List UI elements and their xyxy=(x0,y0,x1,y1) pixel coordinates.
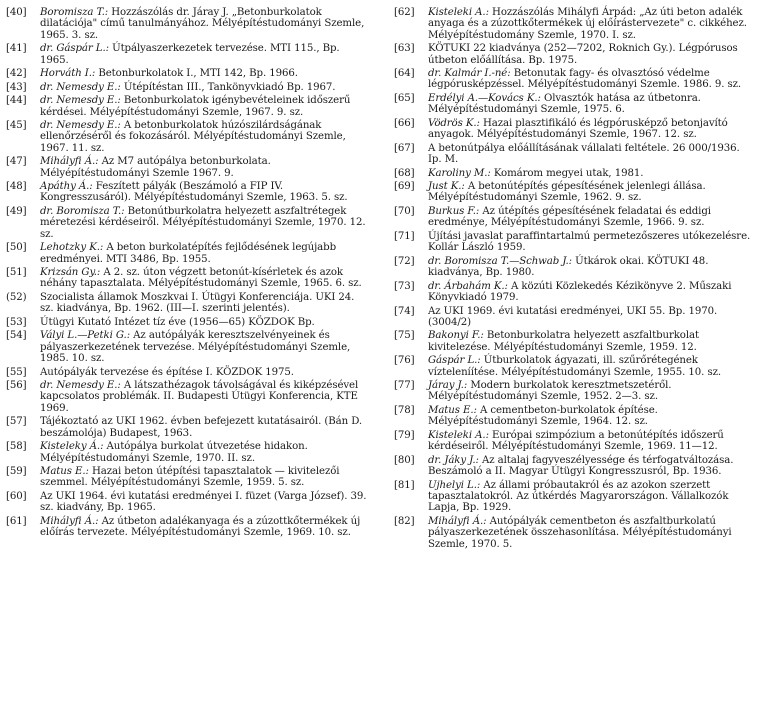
reference-entry xyxy=(6,95,368,118)
reference-number: [55] xyxy=(6,366,27,378)
reference-text: A látszathézagok távolságával és kiképzésével kapcsolatos problémák. II. Budapesti Útügyi Konferencia, KTE 1969. xyxy=(40,380,359,414)
reference-number: [59] xyxy=(6,466,27,478)
reference-text: Az UKI 1964. évi kutatási eredményei I. füzet (Varga József). 39. sz. kiadvány, Bp. 1965. xyxy=(40,490,367,514)
reference-entry xyxy=(394,516,756,550)
reference-text: Az altalaj fagyveszélyessége és térfogatváltozása. Beszámoló a II. Magyar Útügyi Kongresszusról, Bp. 1936. xyxy=(428,454,734,478)
reference-author: dr. Gáspár L.: xyxy=(40,43,109,55)
reference-author: Mihályfi Á.: xyxy=(40,515,99,527)
reference-author: dr. Nemesdy E.: xyxy=(40,81,121,93)
reference-entry xyxy=(394,480,756,514)
reference-entry xyxy=(6,7,368,41)
reference-entry xyxy=(394,181,756,204)
reference-number: [77] xyxy=(394,380,415,392)
reference-number: [69] xyxy=(394,181,415,193)
reference-author: Kisteleki A.: xyxy=(428,7,489,18)
reference-author: Kisteleky Á.: xyxy=(40,441,104,453)
reference-author: Burkus F.: xyxy=(428,206,480,217)
reference-number: [74] xyxy=(394,305,415,317)
reference-text: Olvasztók hatása az útbetonra. Mélyépítéstudományi Szemle, 1975. 6. xyxy=(428,92,701,116)
reference-text: Betonburkolatok I., MTI 142, Bp. 1966. xyxy=(98,68,298,80)
reference-entry xyxy=(6,43,368,66)
reference-number: [67] xyxy=(394,142,415,154)
reference-author: Erdélyi A.—Kovács K.: xyxy=(428,92,541,104)
reference-text: Az autópályák keresztszelvényeinek és pályaszerkezetének tervezése. Mélyépítéstudományi Szemle, 1985. 10. sz. xyxy=(40,330,351,365)
reference-author: Karoliny M.: xyxy=(428,167,491,179)
reference-number: [81] xyxy=(394,479,415,491)
reference-entry xyxy=(394,281,756,304)
reference-number: [57] xyxy=(6,416,27,428)
reference-entry xyxy=(6,206,368,240)
reference-author: Just K.: xyxy=(428,181,465,193)
reference-number: [51] xyxy=(6,267,27,279)
reference-text: Modern burkolatok keresztmetszetéről. Mélyépítéstudományi Szemle, 1952. 2—3. sz. xyxy=(428,380,672,403)
reference-text: Útburkolatok ágyazati, ill. szűrőrétegének vízteleníítése. Mélyépítéstudományi Szemle, 1955. 10. sz. xyxy=(428,355,721,378)
reference-author: dr. Kalmár I.-né: xyxy=(428,68,511,80)
reference-entry xyxy=(394,405,756,428)
reference-entry xyxy=(394,306,756,329)
reference-text: Hozzászólás Mihályfi Árpád: „Az úti beton adalék anyaga és a zúzottkőtermékek új előírástervezete" c. cikkéhez. Mélyépítéstudomány Szemle, 1970. I. sz. xyxy=(428,7,747,41)
reference-text: Autópályák cementbeton és aszfaltburkolatú pályaszerkezetének összehasonlítása. Mélyépítéstudományi Szemle, 1970. 5. xyxy=(428,515,732,550)
reference-entry xyxy=(6,181,368,204)
reference-number: (52) xyxy=(6,291,27,303)
reference-entry xyxy=(6,120,368,154)
reference-author: Járay J.: xyxy=(428,380,468,392)
reference-author: Matus E.: xyxy=(428,405,477,416)
reference-number: [40] xyxy=(6,7,27,18)
reference-entry xyxy=(6,242,368,265)
reference-entry xyxy=(6,516,368,539)
reference-entry xyxy=(6,82,368,93)
reference-number: [68] xyxy=(394,167,415,179)
reference-entry xyxy=(394,256,756,279)
reference-author: Vályi L.—Petki G.: xyxy=(40,330,131,342)
reference-number: [56] xyxy=(6,380,27,392)
reference-entry xyxy=(6,317,368,328)
reference-entry xyxy=(6,292,368,315)
reference-entry xyxy=(394,455,756,478)
reference-entry xyxy=(6,367,368,378)
reference-author: Matus E.: xyxy=(40,466,89,478)
reference-number: [60] xyxy=(6,490,27,502)
reference-author: dr. Boromisza T.—Schwab J.: xyxy=(428,255,572,267)
reference-number: [43] xyxy=(6,81,27,93)
reference-author: dr. Árbahám K.: xyxy=(428,280,508,292)
reference-number: [64] xyxy=(394,68,415,80)
reference-author: Mihályfi Á.: xyxy=(40,156,99,168)
reference-text: Hazai beton útépítési tapasztalatok — kivitelezői szemmel. Mélyépítéstudományi Szemle, 1959. 5. sz. xyxy=(40,466,340,489)
reference-entry xyxy=(394,355,756,378)
reference-author: dr. Jáky J.: xyxy=(428,454,479,466)
reference-number: [61] xyxy=(6,515,27,527)
reference-number: [45] xyxy=(6,120,27,132)
reference-author: Lehotzky K.: xyxy=(40,242,104,254)
reference-text: Hozzászólás dr. Járay J. „Betonburkolatok dilatációja" című tanulmányához. Mélyépítéstudományi Szemle, 1965. 3. sz. xyxy=(40,7,365,41)
reference-author: Boromisza T.: xyxy=(40,7,109,18)
reference-number: [75] xyxy=(394,330,415,342)
reference-number: [49] xyxy=(6,206,27,217)
reference-number: [65] xyxy=(394,92,415,104)
reference-entry xyxy=(394,206,756,229)
reference-entry xyxy=(6,156,368,179)
reference-text: A betonútpálya előállításának vállalati feltétele. 26 000/1936. Ip. M. xyxy=(428,142,740,166)
reference-text: A 2. sz. úton végzett betonút-kísérletek és azok néhány tapasztalata. Mélyépítéstudományi Szemle, 1965. 6. sz. xyxy=(40,267,362,290)
reference-text: Az UKI 1969. évi kutatási eredményei, UKI 55. Bp. 1970. (3004/2) xyxy=(428,305,718,328)
reference-entry xyxy=(394,93,756,116)
reference-author: dr. Nemesdy E.: xyxy=(40,120,121,132)
reference-entry xyxy=(394,430,756,453)
reference-number: [41] xyxy=(6,43,27,55)
reference-text: A közúti Közlekedés Kézikönyve 2. Műszaki Könyvkiadó 1979. xyxy=(428,280,732,303)
reference-author: Ujhelyi L.: xyxy=(428,479,481,491)
reference-text: Útkárok okai. KÖTUKI 48. kiadványa, Bp. 1980. xyxy=(428,255,709,279)
reference-number: [42] xyxy=(6,68,27,80)
reference-entry xyxy=(6,416,368,439)
reference-author: Krizsán Gy.: xyxy=(40,267,101,279)
reference-author: Vödrös K.: xyxy=(428,117,480,129)
reference-author: Gáspár L.: xyxy=(428,355,481,367)
reference-number: [80] xyxy=(394,454,415,466)
reference-entry xyxy=(6,330,368,364)
reference-entry xyxy=(394,118,756,141)
reference-text: Hazai plasztifikáló és légpórusképző betonjavító anyagok. Mélyépítéstudományi Szemle, 1967. 12. sz. xyxy=(428,117,728,141)
reference-number: [76] xyxy=(394,355,415,367)
reference-number: [63] xyxy=(394,43,415,55)
reference-author: dr. Nemesdy E.: xyxy=(40,95,121,107)
reference-number: [72] xyxy=(394,255,415,267)
reference-author: Horváth I.: xyxy=(40,68,96,80)
reference-text: Újítási javaslat paraffintartalmú permetezőszeres utókezelésre. Kollár László 1959. xyxy=(428,230,751,254)
reference-text: Betonburkolatra helyezett aszfaltburkolat kivitelezése. Mélyépítéstudományi Szemle, 1959. 12. xyxy=(428,330,699,353)
reference-text: Betonútburkolatra helyezett aszfaltrétegek méretezési kérdéseiről. Mélyépítéstudományi Szemle, 1970. 12. sz. xyxy=(40,206,366,240)
reference-text: Komárom megyei utak, 1981. xyxy=(493,167,644,179)
reference-entry xyxy=(6,441,368,464)
reference-text: A betonburkolatok húzószilárdságának ellenőrzéséről és fokozásáról. Mélyépítéstudományi Szemle, 1967. 11. sz. xyxy=(40,120,346,154)
reference-number: [50] xyxy=(6,242,27,254)
reference-number: [48] xyxy=(6,181,27,193)
reference-entry xyxy=(6,491,368,514)
reference-text: Betonutak fagy- és olvasztósó védelme légpórusképzéssel. Mélyépítéstudományi Szemle. 1986. 9. sz. xyxy=(428,68,742,91)
reference-number: [62] xyxy=(394,7,415,18)
reference-author: dr. Nemesdy E.: xyxy=(40,380,121,392)
reference-number: [58] xyxy=(6,441,27,453)
reference-text: Útépítéstan III., Tankönyvkiadó Bp. 1967. xyxy=(123,81,336,93)
reference-number: [47] xyxy=(6,156,27,168)
reference-number: [44] xyxy=(6,95,27,107)
reference-entry xyxy=(6,380,368,414)
reference-author: Apáthy Á.: xyxy=(40,181,93,193)
reference-entry xyxy=(6,466,368,489)
reference-text: A betonútépítés gépesítésének jelenlegi állása. Mélyépítéstudományi Szemle, 1962. 9. sz. xyxy=(428,181,706,204)
reference-entry xyxy=(6,68,368,79)
reference-entry xyxy=(394,143,756,166)
reference-text: Feszített pályák (Beszámoló a FIP IV. Kongresszusáról). Mélyépítéstudományi Szemle, 1963. 5. sz. xyxy=(40,181,348,204)
reference-text: Európai szimpózium a betonútépítés időszerű kérdéseiről. Mélyépítéstudományi Szemle, 1969. 11—12. xyxy=(428,429,724,453)
reference-number: [78] xyxy=(394,405,415,416)
reference-text: Az útbeton adalékanyaga és a zúzottkőtermékek új előírás tervezete. Mélyépítéstudományi Szemle, 1969. 10. sz. xyxy=(40,515,361,539)
reference-text: Útügyi Kutató Intézet tíz éve (1956—65) KÖZDOK Bp. xyxy=(40,316,315,328)
reference-entry xyxy=(394,168,756,179)
reference-author: Bakonyi F.: xyxy=(428,330,484,342)
reference-column-left xyxy=(6,7,368,541)
reference-number: [66] xyxy=(394,117,415,129)
reference-number: [73] xyxy=(394,280,415,292)
reference-text: A cementbeton-burkolatok építése. Mélyépítéstudományi Szemle, 1964. 12. sz. xyxy=(428,405,658,428)
reference-entry xyxy=(6,267,368,290)
reference-text: Autópálya burkolat útvezetése hidakon. Mélyépítéstudományi Szemle, 1970. II. sz. xyxy=(40,441,308,464)
reference-number: [54] xyxy=(6,330,27,342)
reference-text: KÖTUKI 22 kiadványa (252—7202, Roknich Gy.). Légpórusos útbeton előállítása. Bp. 1975. xyxy=(428,43,738,66)
reference-author: Kisteleki A.: xyxy=(428,429,489,441)
reference-entry xyxy=(394,330,756,353)
reference-author: dr. Boromisza T.: xyxy=(40,206,125,217)
reference-text: Útpályaszerkezetek tervezése. MTI 115., Bp. 1965. xyxy=(40,43,340,66)
reference-entry xyxy=(394,68,756,91)
reference-number: [53] xyxy=(6,316,27,328)
reference-number: [70] xyxy=(394,206,415,217)
reference-number: [82] xyxy=(394,515,415,527)
reference-text: Autópályák tervezése és építése I. KÖZDOK 1975. xyxy=(40,366,294,378)
reference-author: Mihályfi Á.: xyxy=(428,515,487,527)
reference-entry xyxy=(394,43,756,66)
reference-text: Az állami próbautakról és az azokon szerzett tapasztalatokról. Az útkérdés Magyarországon. Vállalkozók Lapja, Bp. 1929. xyxy=(428,479,729,514)
reference-text: Az M7 autópálya betonburkolata. Mélyépítéstudományi Szemle 1967. 9. xyxy=(40,156,271,179)
reference-number: [79] xyxy=(394,429,415,441)
reference-text: Tájékoztató az UKI 1962. évben befejezett kutatásairól. (Bán D. beszámolója) Budapest, 1963. xyxy=(40,416,363,439)
reference-column-right xyxy=(394,7,756,552)
reference-entry xyxy=(394,231,756,254)
reference-text: Az útépítés gépesítésének feladatai és eddigi eredménye, Mélyépítéstudományi Szemle, 1966. 9. sz. xyxy=(428,206,711,229)
reference-text: Szocialista államok Moszkvai I. Útügyi Konferenciája. UKI 24. sz. kiadványa, Bp. 1962. (III—I. szerinti jelentés). xyxy=(40,291,355,315)
reference-entry xyxy=(394,380,756,403)
reference-number: [71] xyxy=(394,230,415,242)
reference-text: Betonburkolatok igénybevételeinek időszerű kérdései. Mélyépítéstudományi Szemle, 1967. 9. sz. xyxy=(40,95,351,118)
reference-text: A beton burkolatépítés fejlődésének legújabb eredményei. MTI 3486, Bp. 1955. xyxy=(40,242,337,265)
reference-entry xyxy=(394,7,756,41)
